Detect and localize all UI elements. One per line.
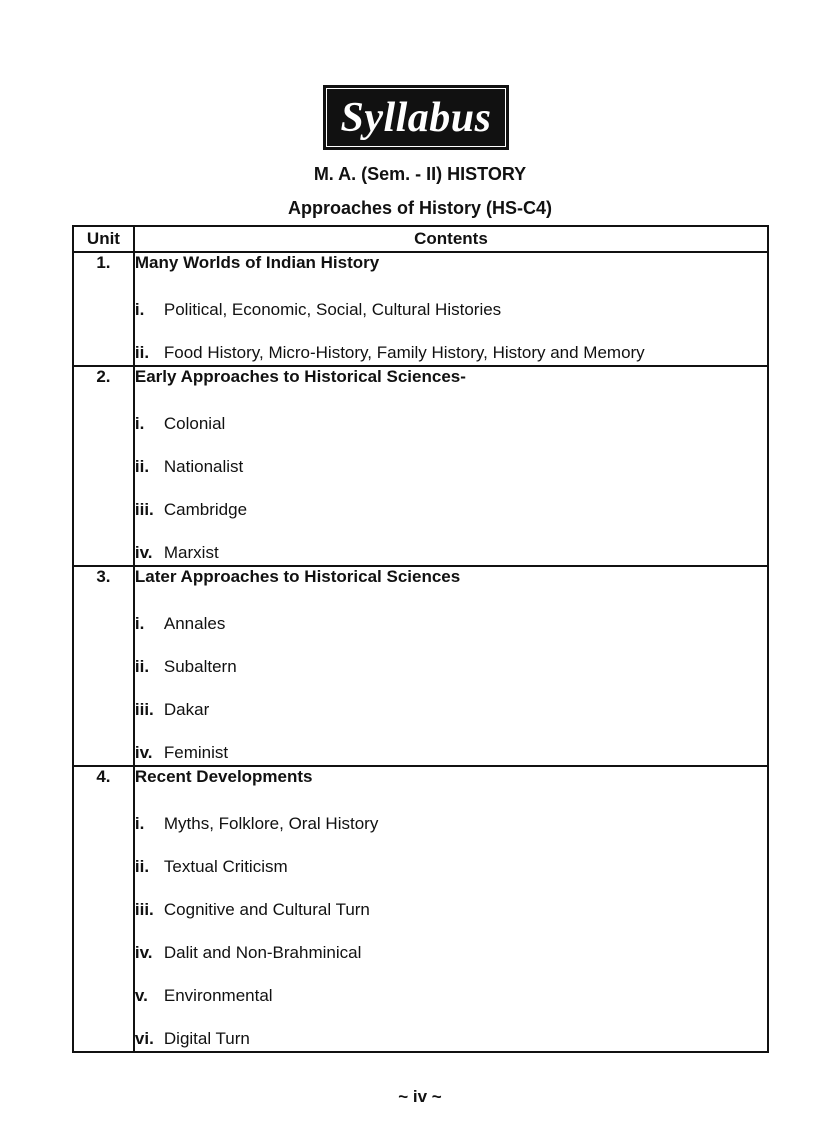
unit-contents xyxy=(134,366,768,566)
topic-item xyxy=(135,963,767,1006)
topic-text: Environmental xyxy=(163,986,273,1005)
topic-text: Food History, Micro-History, Family History, History and Memory xyxy=(163,343,645,362)
topic-item xyxy=(135,591,767,634)
table-header-row xyxy=(73,226,768,252)
topic-text: Annales xyxy=(163,614,226,633)
topic-item xyxy=(135,391,767,434)
topic-text: Dakar xyxy=(163,700,210,719)
topic-number: iii. xyxy=(134,500,154,519)
topic-text: Marxist xyxy=(163,543,219,562)
syllabus-title: Syllabus xyxy=(340,94,492,141)
table-row xyxy=(73,566,768,766)
unit-contents xyxy=(134,766,768,1052)
unit-contents xyxy=(134,252,768,366)
topic-number: i. xyxy=(134,414,145,433)
topic-number: i. xyxy=(134,300,145,319)
topic-item xyxy=(135,277,767,320)
contents-column-header: Contents xyxy=(134,226,768,252)
unit-column-header: Unit xyxy=(73,226,134,252)
topic-item xyxy=(135,477,767,520)
unit-heading: Later Approaches to Historical Sciences xyxy=(134,567,461,586)
topic-item xyxy=(135,834,767,877)
table-row xyxy=(73,366,768,566)
unit-heading: Early Approaches to Historical Sciences- xyxy=(134,367,466,386)
topic-item xyxy=(135,720,767,765)
syllabus-table xyxy=(72,225,769,1053)
topic-number: ii. xyxy=(134,343,150,362)
topic-number: iv. xyxy=(134,543,153,562)
topic-text: Cognitive and Cultural Turn xyxy=(163,900,370,919)
unit-number: 1. xyxy=(73,252,134,366)
topic-item xyxy=(135,677,767,720)
topic-text: Feminist xyxy=(163,743,229,762)
topic-number: i. xyxy=(134,814,145,833)
topic-text: Nationalist xyxy=(163,457,244,476)
topic-item xyxy=(135,434,767,477)
table-row xyxy=(73,252,768,366)
topic-item xyxy=(135,520,767,565)
course-title: M. A. (Sem. - II) HISTORY xyxy=(313,164,527,184)
unit-contents xyxy=(134,566,768,766)
unit-number: 4. xyxy=(73,766,134,1052)
topic-item xyxy=(135,791,767,834)
topic-number: ii. xyxy=(134,457,150,476)
topic-item xyxy=(135,634,767,677)
topic-number: iv. xyxy=(134,743,153,762)
topic-number: ii. xyxy=(134,857,150,876)
topic-text: Dalit and Non-Brahminical xyxy=(163,943,362,962)
topic-number: vi. xyxy=(134,1029,154,1048)
unit-heading: Recent Developments xyxy=(134,767,313,786)
topic-number: v. xyxy=(134,986,148,1005)
topic-text: Textual Criticism xyxy=(163,857,288,876)
topic-number: iii. xyxy=(134,900,154,919)
topic-text: Political, Economic, Social, Cultural Histories xyxy=(163,300,502,319)
syllabus-table-body xyxy=(73,252,768,1052)
topic-item xyxy=(135,320,767,365)
topic-number: iii. xyxy=(134,700,154,719)
topic-item xyxy=(135,877,767,920)
unit-number: 3. xyxy=(73,566,134,766)
topic-number: ii. xyxy=(134,657,150,676)
topic-text: Subaltern xyxy=(163,657,237,676)
page-number: ~ iv ~ xyxy=(398,1087,442,1106)
topic-text: Colonial xyxy=(163,414,226,433)
topic-number: i. xyxy=(134,614,145,633)
topic-text: Cambridge xyxy=(163,500,248,519)
unit-heading: Many Worlds of Indian History xyxy=(134,253,380,272)
syllabus-title-box xyxy=(323,85,509,150)
unit-number: 2. xyxy=(73,366,134,566)
topic-text: Myths, Folklore, Oral History xyxy=(163,814,379,833)
topic-text: Digital Turn xyxy=(163,1029,250,1048)
topic-number: iv. xyxy=(134,943,153,962)
topic-item xyxy=(135,920,767,963)
topic-item xyxy=(135,1006,767,1051)
table-row xyxy=(73,766,768,1052)
paper-title: Approaches of History (HS-C4) xyxy=(287,198,553,218)
